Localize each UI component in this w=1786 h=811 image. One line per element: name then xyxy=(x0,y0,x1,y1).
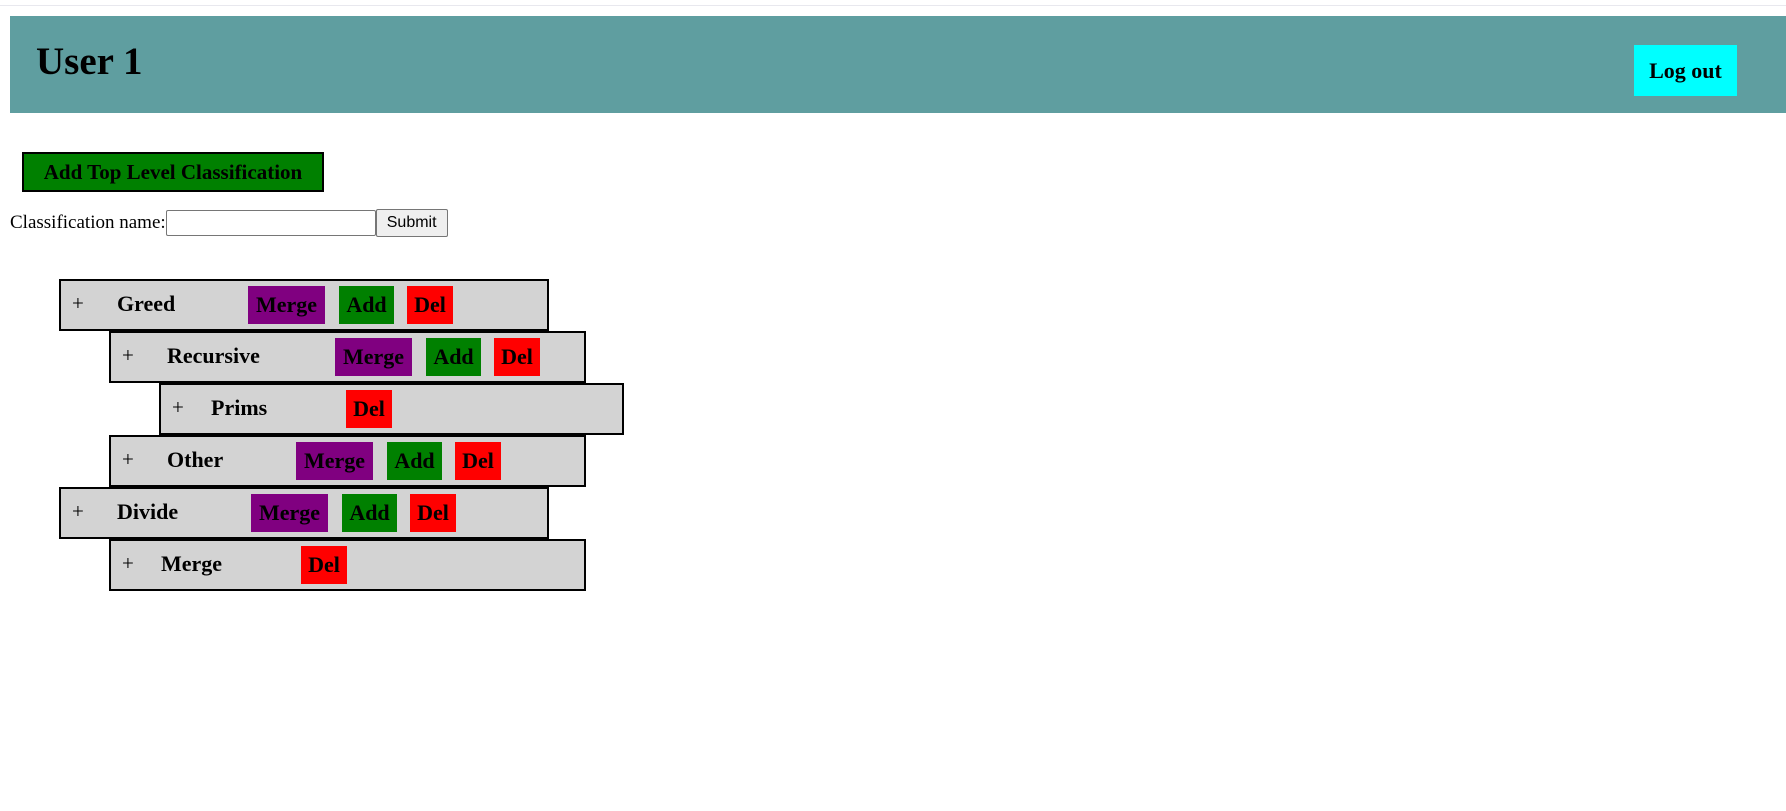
add-button[interactable]: Add xyxy=(426,338,481,376)
tree-row-greed xyxy=(59,279,549,331)
expand-toggle[interactable]: + xyxy=(122,551,134,575)
delete-button[interactable]: Del xyxy=(407,286,453,324)
add-top-level-classification-button[interactable]: Add Top Level Classification xyxy=(22,152,324,192)
expand-toggle[interactable]: + xyxy=(122,447,134,471)
node-name: Merge xyxy=(161,551,223,576)
node-name: Greed xyxy=(117,291,176,316)
top-divider xyxy=(0,5,1786,6)
merge-button[interactable]: Merge xyxy=(335,338,412,376)
merge-button[interactable]: Merge xyxy=(251,494,328,532)
page-header xyxy=(10,16,1786,113)
add-button[interactable]: Add xyxy=(342,494,397,532)
tree-row-other xyxy=(109,435,586,487)
classification-form xyxy=(10,209,448,237)
classification-name-input[interactable] xyxy=(166,210,376,236)
delete-button[interactable]: Del xyxy=(494,338,540,376)
merge-button[interactable]: Merge xyxy=(296,442,373,480)
delete-button[interactable]: Del xyxy=(410,494,456,532)
node-name: Divide xyxy=(117,499,179,524)
expand-toggle[interactable]: + xyxy=(172,395,184,419)
delete-button[interactable]: Del xyxy=(301,546,347,584)
tree-row-recursive xyxy=(109,331,586,383)
logout-button[interactable]: Log out xyxy=(1634,45,1737,96)
tree-row-divide xyxy=(59,487,549,539)
expand-toggle[interactable]: + xyxy=(122,343,134,367)
page-title: User 1 xyxy=(36,40,143,83)
expand-toggle[interactable]: + xyxy=(72,291,84,315)
delete-button[interactable]: Del xyxy=(455,442,501,480)
tree-row-prims xyxy=(159,383,624,435)
classification-name-label: Classification name: xyxy=(10,212,166,233)
expand-toggle[interactable]: + xyxy=(72,499,84,523)
node-name: Other xyxy=(167,447,224,472)
submit-button[interactable]: Submit xyxy=(376,209,448,237)
merge-button[interactable]: Merge xyxy=(248,286,325,324)
node-name: Recursive xyxy=(167,343,260,368)
add-button[interactable]: Add xyxy=(387,442,442,480)
node-name: Prims xyxy=(211,395,268,420)
tree-row-merge xyxy=(109,539,586,591)
delete-button[interactable]: Del xyxy=(346,390,392,428)
add-button[interactable]: Add xyxy=(339,286,394,324)
